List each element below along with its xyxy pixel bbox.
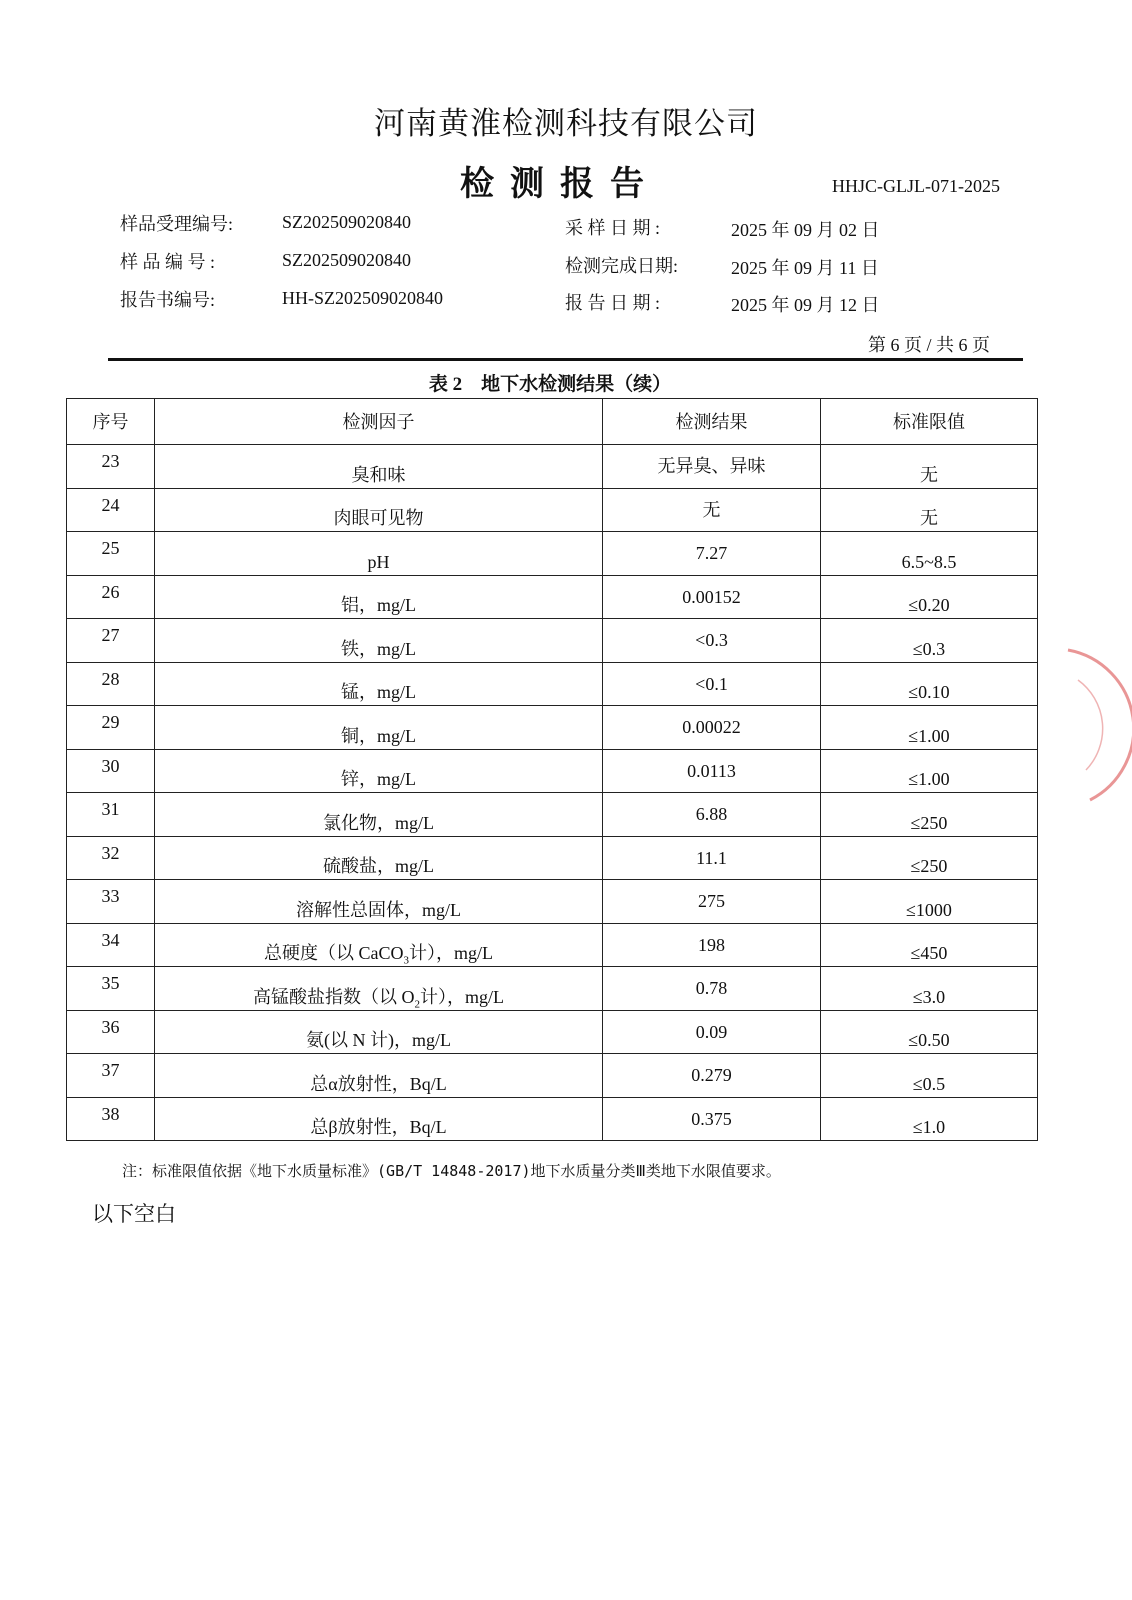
page-number: 第 6 页 / 共 6 页 (868, 335, 991, 355)
company-name: 河南黄淮检测科技有限公司 (374, 106, 758, 141)
table-row (67, 1010, 1038, 1054)
test-result: 无 (603, 488, 821, 532)
date-value: 2025 年 09 月 11 日 (731, 258, 879, 278)
standard-limit: ≤0.10 (821, 662, 1038, 706)
test-item-text: 高锰酸盐指数（以 O (253, 986, 415, 1007)
subscript: 3 (403, 954, 409, 967)
row-number: 26 (67, 575, 155, 619)
test-item: 铝，mg/L (155, 575, 603, 619)
test-item-unit: 计），mg/L (420, 986, 504, 1007)
test-item: 总α放射性，Bq/L (155, 1054, 603, 1098)
date-label: 检测完成日期: (565, 256, 679, 276)
column-header: 检测因子 (155, 399, 603, 445)
row-number: 23 (67, 445, 155, 489)
document-number: HHJC-GLJL-071-2025 (832, 176, 1000, 196)
blank-below-marker: 以下空白 (92, 1202, 176, 1226)
table-row (67, 445, 1038, 489)
table-row (67, 967, 1038, 1011)
test-result: 0.00152 (603, 575, 821, 619)
table-row (67, 923, 1038, 967)
row-number: 25 (67, 532, 155, 576)
row-number: 36 (67, 1010, 155, 1054)
table-row (67, 793, 1038, 837)
table-row (67, 706, 1038, 750)
test-result: 275 (603, 880, 821, 924)
standard-limit: ≤450 (821, 923, 1038, 967)
test-item-text: 总硬度（以 CaCO (264, 943, 404, 963)
row-number: 33 (67, 880, 155, 924)
test-result: 0.78 (603, 967, 821, 1011)
standard-limit: ≤1.0 (821, 1097, 1038, 1141)
field-label: 报告书编号: (120, 290, 216, 310)
test-item: 溶解性总固体，mg/L (155, 880, 603, 924)
test-result: 0.279 (603, 1054, 821, 1098)
table-row (67, 836, 1038, 880)
test-item: 锌，mg/L (155, 749, 603, 793)
standard-limit: 6.5~8.5 (821, 532, 1038, 576)
table-header-row (67, 399, 1038, 445)
table-row (67, 880, 1038, 924)
table-row (67, 532, 1038, 576)
test-result: <0.1 (603, 662, 821, 706)
row-number: 27 (67, 619, 155, 663)
standard-limit: ≤3.0 (821, 967, 1038, 1011)
standard-limit: ≤250 (821, 793, 1038, 837)
standard-limit: ≤1.00 (821, 706, 1038, 750)
divider (108, 358, 1023, 361)
test-result: 11.1 (603, 836, 821, 880)
test-result: 无异臭、异味 (603, 445, 821, 489)
table-row (67, 488, 1038, 532)
test-item: 铜，mg/L (155, 706, 603, 750)
field-value: HH-SZ202509020840 (282, 288, 443, 308)
row-number: 30 (67, 749, 155, 793)
row-number: 29 (67, 706, 155, 750)
test-item: 氨(以 N 计)，mg/L (155, 1010, 603, 1054)
standard-limit: ≤1.00 (821, 749, 1038, 793)
row-number: 31 (67, 793, 155, 837)
report-title: 检测报告 (460, 166, 660, 203)
test-result: 0.00022 (603, 706, 821, 750)
standard-limit: 无 (821, 488, 1038, 532)
date-label: 报 告 日 期 : (565, 293, 661, 313)
standard-limit: ≤250 (821, 836, 1038, 880)
row-number: 37 (67, 1054, 155, 1098)
test-result: 0.09 (603, 1010, 821, 1054)
row-number: 34 (67, 923, 155, 967)
table-row (67, 749, 1038, 793)
date-value: 2025 年 09 月 02 日 (731, 220, 880, 240)
field-label: 样品受理编号: (120, 214, 234, 234)
standard-limit: ≤1000 (821, 880, 1038, 924)
column-header: 序号 (67, 399, 155, 445)
subscript: 2 (414, 998, 420, 1010)
test-result: 0.0113 (603, 749, 821, 793)
table-row (67, 1054, 1038, 1098)
test-item: 肉眼可见物 (155, 488, 603, 532)
table-caption: 表 2 地下水检测结果（续） (428, 374, 672, 395)
row-number: 28 (67, 662, 155, 706)
standard-limit: 无 (821, 445, 1038, 489)
standard-limit: ≤0.3 (821, 619, 1038, 663)
date-label: 采 样 日 期 : (565, 218, 661, 238)
test-item: pH (155, 532, 603, 576)
table-row (67, 1097, 1038, 1141)
test-result: 7.27 (603, 532, 821, 576)
test-item: 总β放射性，Bq/L (155, 1097, 603, 1141)
table-row (67, 619, 1038, 663)
test-result: 6.88 (603, 793, 821, 837)
results-table (66, 398, 1038, 1141)
column-header: 标准限值 (821, 399, 1038, 445)
test-item (155, 923, 603, 967)
test-result: <0.3 (603, 619, 821, 663)
column-header: 检测结果 (603, 399, 821, 445)
date-value: 2025 年 09 月 12 日 (731, 295, 880, 315)
test-item: 锰，mg/L (155, 662, 603, 706)
test-item: 臭和味 (155, 445, 603, 489)
row-number: 24 (67, 488, 155, 532)
field-value: SZ202509020840 (282, 212, 412, 232)
row-number: 35 (67, 967, 155, 1011)
field-value: SZ202509020840 (282, 250, 412, 270)
test-result: 0.375 (603, 1097, 821, 1141)
standard-limit: ≤0.50 (821, 1010, 1038, 1054)
row-number: 32 (67, 836, 155, 880)
test-item: 硫酸盐，mg/L (155, 836, 603, 880)
test-item (155, 967, 603, 1011)
standard-limit: ≤0.20 (821, 575, 1038, 619)
test-item: 铁，mg/L (155, 619, 603, 663)
table-note: 注：标准限值依据《地下水质量标准》(GB/T 14848-2017)地下水质量分类Ⅲ类地下水限值要求。 (122, 1162, 781, 1180)
standard-limit: ≤0.5 (821, 1054, 1038, 1098)
table-row (67, 662, 1038, 706)
row-number: 38 (67, 1097, 155, 1141)
test-item: 氯化物，mg/L (155, 793, 603, 837)
official-seal-stamp (1050, 640, 1132, 810)
test-item-unit: 计），mg/L (409, 943, 493, 963)
test-result: 198 (603, 923, 821, 967)
field-label: 样 品 编 号 : (120, 252, 216, 272)
table-row (67, 575, 1038, 619)
